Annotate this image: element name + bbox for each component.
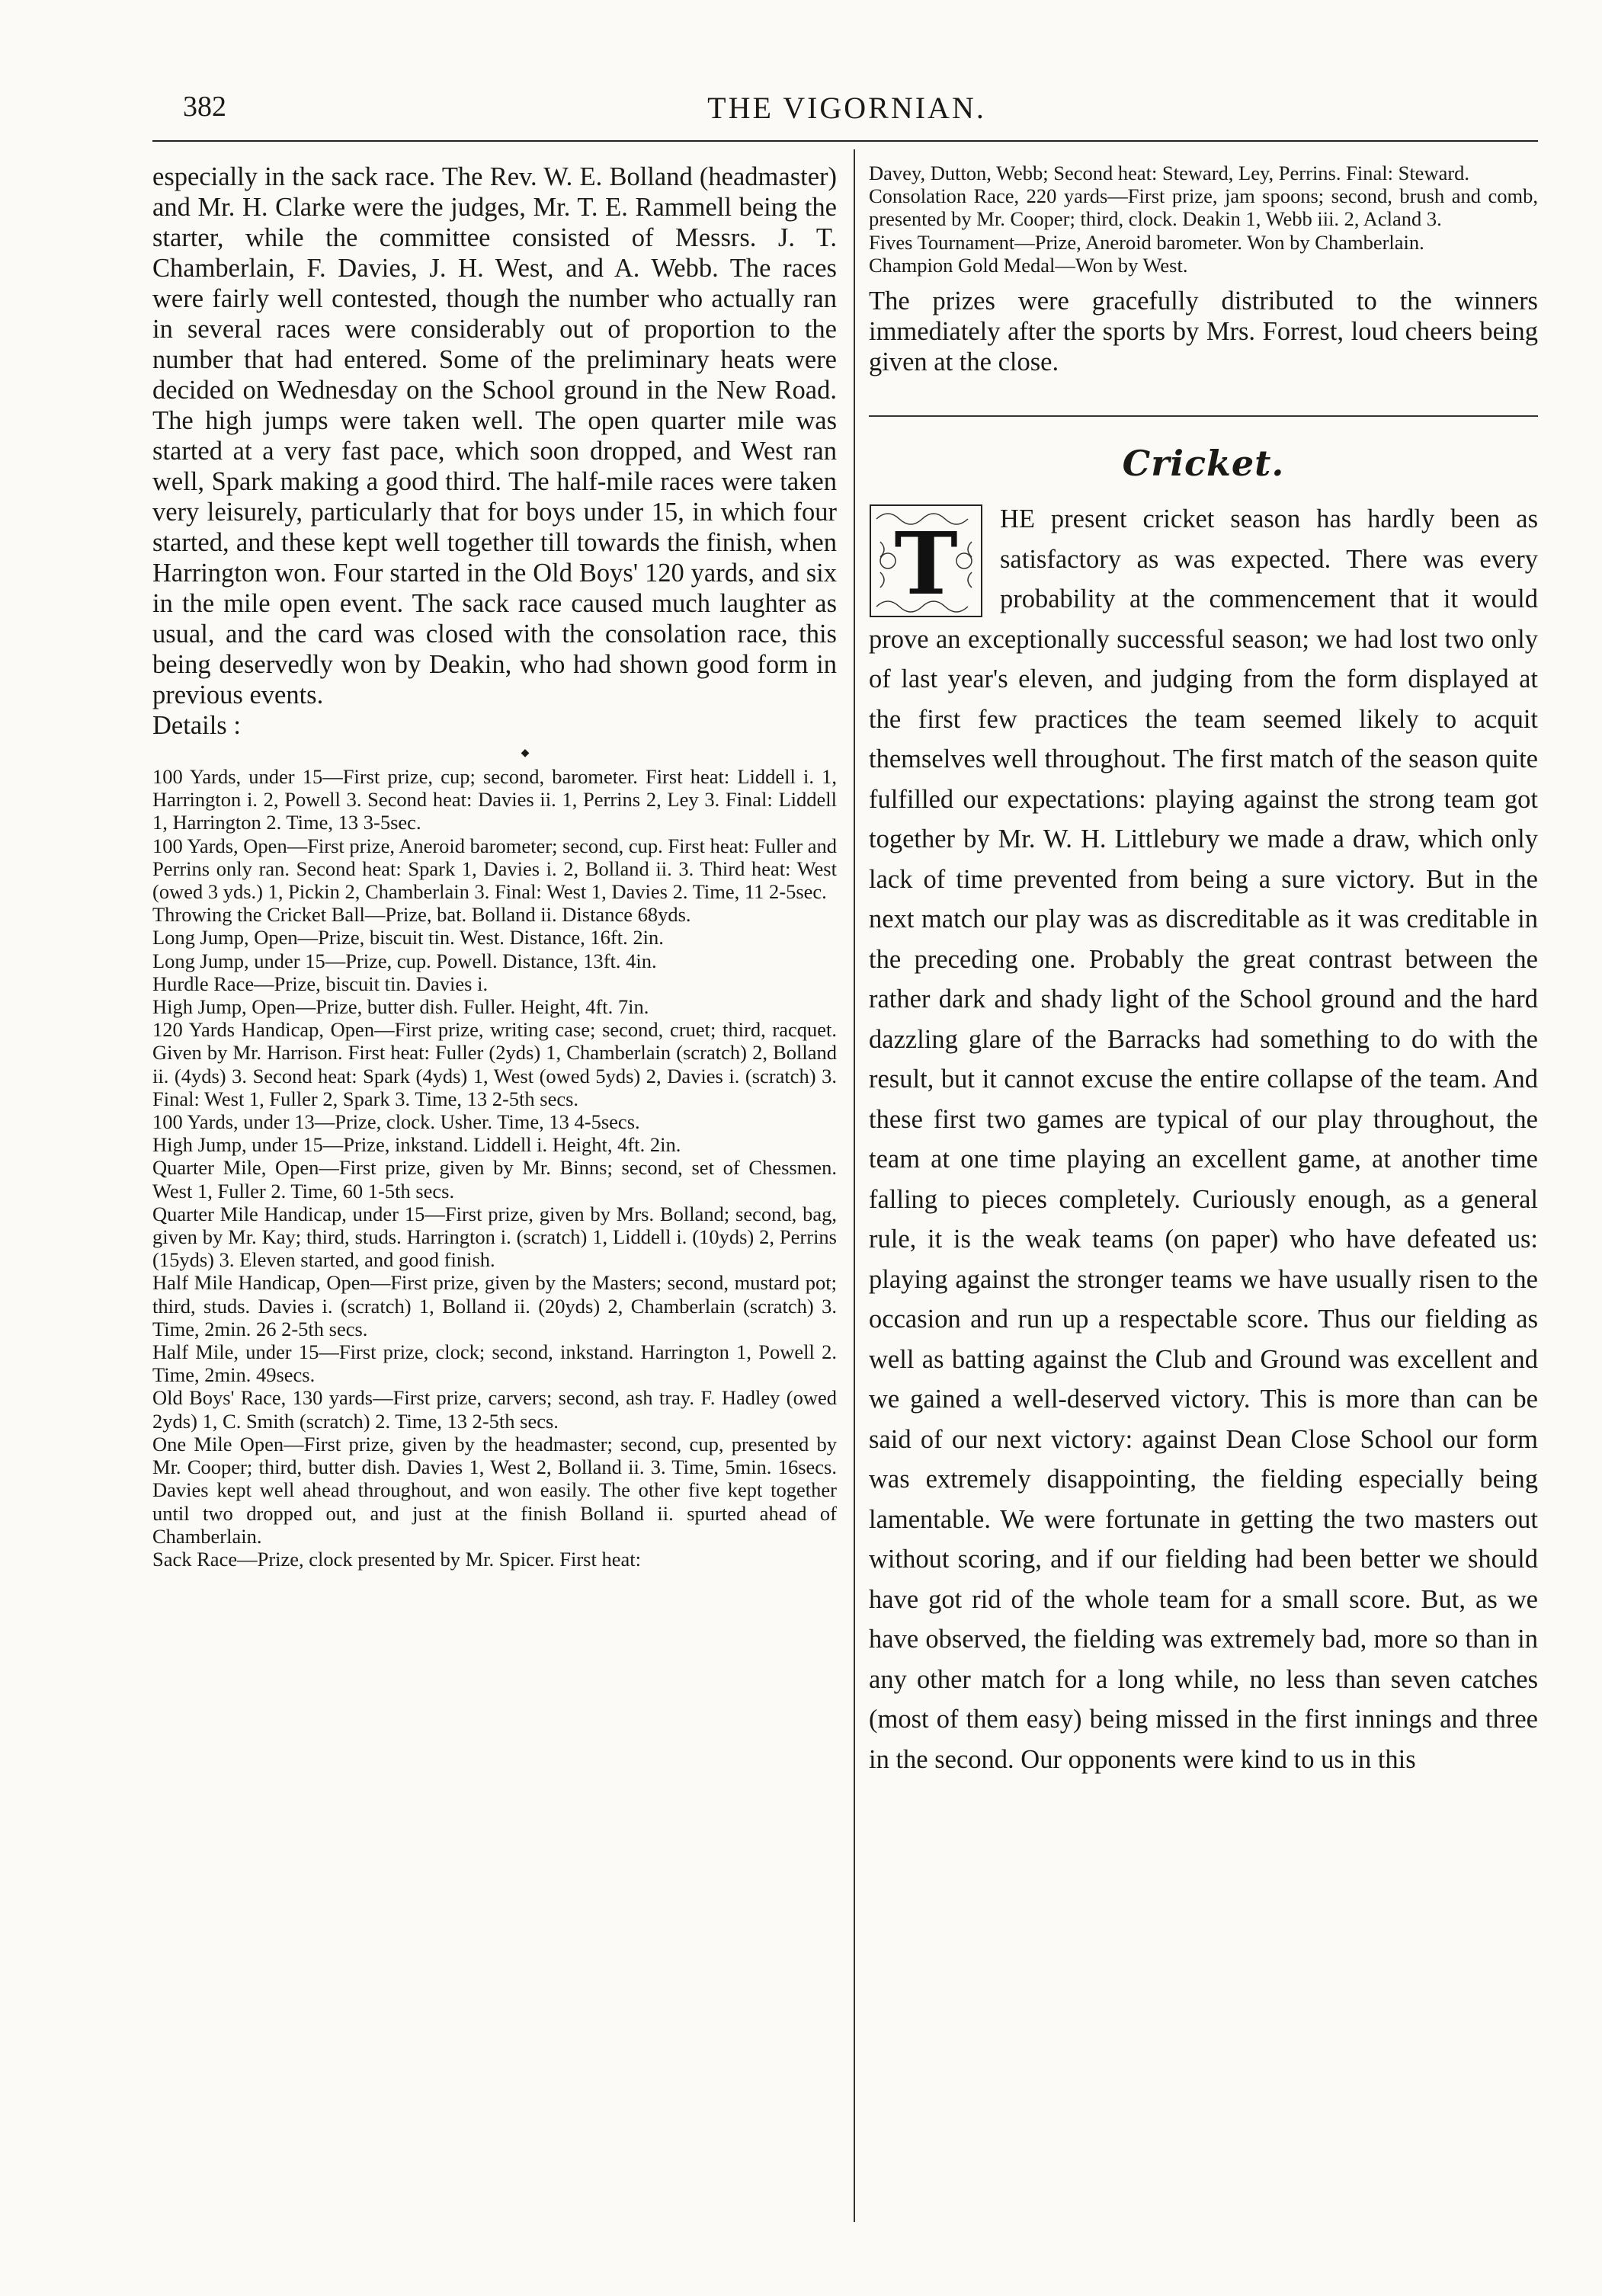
result-entry: 100 Yards, under 15—First prize, cup; second, barometer. First heat: Liddell i. 1, Harrington i. 2, Powell 3. Second heat: Davies ii. 1, Perrins 2, Ley 3. Final: Liddell 1, Harrington 2. Time, 13 3-5sec. (152, 765, 837, 834)
running-title: THE VIGORNIAN. (707, 91, 986, 125)
page-number: 382 (183, 91, 226, 123)
result-entry: One Mile Open—First prize, given by the headmaster; second, cup, presented by Mr. Cooper; third, butter dish. Davies 1, West 2, Bolland ii. 3. Time, 5min. 16secs. Davies kept well ahead throughout, and won easily. The other five kept together until two dropped out, and just at the finish Bolland ii. spurted ahead of Chamberlain. (152, 1432, 837, 1548)
details-label: Details : (152, 711, 241, 740)
result-entry: High Jump, Open—Prize, butter dish. Fuller. Height, 4ft. 7in. (152, 995, 649, 1019)
result-entry: Davey, Dutton, Webb; Second heat: Steward, Ley, Perrins. Final: Steward. (869, 162, 1470, 184)
result-entry: Sack Race—Prize, clock presented by Mr. Spicer. First heat: (152, 1547, 641, 1571)
result-entry: Long Jump, under 15—Prize, cup. Powell. Distance, 13ft. 4in. (152, 949, 657, 972)
cricket-report-text: HE present cricket season has hardly been as satisfactory as was expected. There was every probability at the commencement that it would prove an exceptionally successful season; we had lost two only of last year's eleven, and judging from the form displayed at the first few practices the team seemed likely to acquit themselves well throughout. The first match of the season quite fulfilled our expectations: playing against the strong team got together by Mr. W. H. Littlebury we made a draw, which only lack of time prevented from being a sure victory. But in the next match our play was as discreditable as it was creditable in the preceding one. Probably the great contrast between the rather dark and shady light of the School ground and the hard dazzling glare of the Barracks had something to do with the result, but it cannot excuse the entire collapse of the team. And these first two games are typical of our play throughout, the team at one time playing an excellent game, at another time falling to pieces completely. Curiously enough, as a general rule, it is the weak teams (on paper) who have defeated us: playing against the stronger teams we have usually risen to the occasion and run up a respectable score. Thus our fielding as well as batting against the Club and Ground was excellent and we gained a well-deserved victory. This is more than can be said of our next victory: against Dean Close School our form was extremely disappointing, the fielding especially being lamentable. We were fortunate in getting the two masters out without scoring, and if our fielding had been better we should have got rid of the whole team for a small score. But, as we have observed, the fielding was extremely bad, more so than in any other match for a long while, no less than seven catches (most of them easy) being missed in the first innings and three in the second. Our opponents were kind to us in this (869, 504, 1538, 1774)
column-rule (854, 149, 855, 2222)
result-entry: Long Jump, Open—Prize, biscuit tin. West. Distance, 16ft. 2in. (152, 926, 664, 949)
result-entry: Old Boys' Race, 130 yards—First prize, carvers; second, ash tray. F. Hadley (owed 2yds) 1, C. Smith (scratch) 2. Time, 13 2-5th secs. (152, 1386, 837, 1433)
result-entry: Quarter Mile Handicap, under 15—First prize, given by Mrs. Bolland; second, bag, given by Mr. Kay; third, studs. Harrington i. (scratch) 1, Liddell i. (10yds) 2, Perrins (15yds) 3. Eleven started, and good finish. (152, 1202, 837, 1272)
result-entry: Quarter Mile, Open—First prize, given by Mr. Binns; second, set of Chessmen. West 1, Fuller 2. Time, 60 1-5th secs. (152, 1156, 837, 1202)
cricket-heading: Cricket. (1122, 443, 1285, 485)
result-entry: High Jump, under 15—Prize, inkstand. Liddell i. Height, 4ft. 2in. (152, 1133, 681, 1157)
right-column (869, 162, 1538, 1779)
result-entry: Hurdle Race—Prize, biscuit tin. Davies i. (152, 972, 489, 995)
left-column (152, 162, 837, 1571)
result-entry: Half Mile Handicap, Open—First prize, given by the Masters; second, mustard pot; third, studs. Davies i. (scratch) 1, Bolland ii. (20yds) 2, Chamberlain (scratch) 3. Time, 2min. 26 2-5th secs. (152, 1271, 837, 1340)
result-entry: 120 Yards Handicap, Open—First prize, writing case; second, cruet; third, racquet. Given by Mr. Harrison. First heat: Fuller (2yds) 1, Chamberlain (scratch) 2, Bolland ii. (4yds) 3. Second heat: Spark (4yds) 1, West (owed 5yds) 2, Davies i. (scratch) 3. Final: West 1, Fuller 2, Spark 3. Time, 13 2-5th secs. (152, 1018, 837, 1110)
results-list (152, 765, 837, 1571)
ornament-mark: ◆ (521, 748, 530, 759)
prize-paragraph: The prizes were gracefully distributed to the winners immediately after the sports by Mrs. Forrest, loud cheers being given at the close. (869, 287, 1538, 377)
svg-text:T: T (894, 514, 958, 615)
section-divider (869, 415, 1538, 417)
result-entry: Consolation Race, 220 yards—First prize, jam spoons; second, brush and comb, presented by Mr. Cooper; third, clock. Deakin 1, Webb iii. 2, Acland 3. (869, 184, 1538, 231)
decorated-initial-t-icon (869, 504, 983, 618)
page-header (160, 90, 1533, 136)
sports-report-paragraph: especially in the sack race. The Rev. W. E. Bolland (headmaster) and Mr. H. Clarke were the judges, Mr. T. E. Rammell being the starter, while the committee consisted of Messrs. J. T. Chamberlain, F. Davies, J. H. West, and A. Webb. The races were fairly well contested, though the number who actually ran in several races were considerably out of proportion to the number that had entered. Some of the preliminary heats were decided on Wednesday on the School ground in the New Road. The high jumps were taken well. The open quarter mile was started at a very fast pace, which soon dropped, and West ran well, Spark making a good third. The half-mile races were taken very leisurely, particularly that for boys under 15, in which four started, and these kept well together till towards the finish, when Harrington won. Four started in the Old Boys' 120 yards, and six in the mile open event. The sack race caused much laughter as usual, and the card was closed with the consolation race, this being deservedly won by Deakin, who had shown good form in previous events. (152, 162, 837, 709)
header-rule (152, 140, 1538, 142)
result-entry: Fives Tournament—Prize, Aneroid barometer. Won by Chamberlain. (869, 230, 1424, 254)
cricket-article (869, 499, 1538, 1779)
result-entry: 100 Yards, Open—First prize, Aneroid barometer; second, cup. First heat: Fuller and Perrins only ran. Second heat: Spark 1, Davies i. 2, Bolland ii. 3. Third heat: West (owed 3 yds.) 1, Pickin 2, Chamberlain 3. Final: West 1, Davies 2. Time, 11 2-5sec. (152, 834, 837, 904)
result-entry: Champion Gold Medal—Won by West. (869, 253, 1188, 277)
results-list-continued (869, 162, 1538, 277)
result-entry: Half Mile, under 15—First prize, clock; second, inkstand. Harrington 1, Powell 2. Time, 2min. 49secs. (152, 1340, 837, 1387)
result-entry: 100 Yards, under 13—Prize, clock. Usher. Time, 13 4-5secs. (152, 1110, 640, 1134)
result-entry: Throwing the Cricket Ball—Prize, bat. Bolland ii. Distance 68yds. (152, 903, 691, 927)
